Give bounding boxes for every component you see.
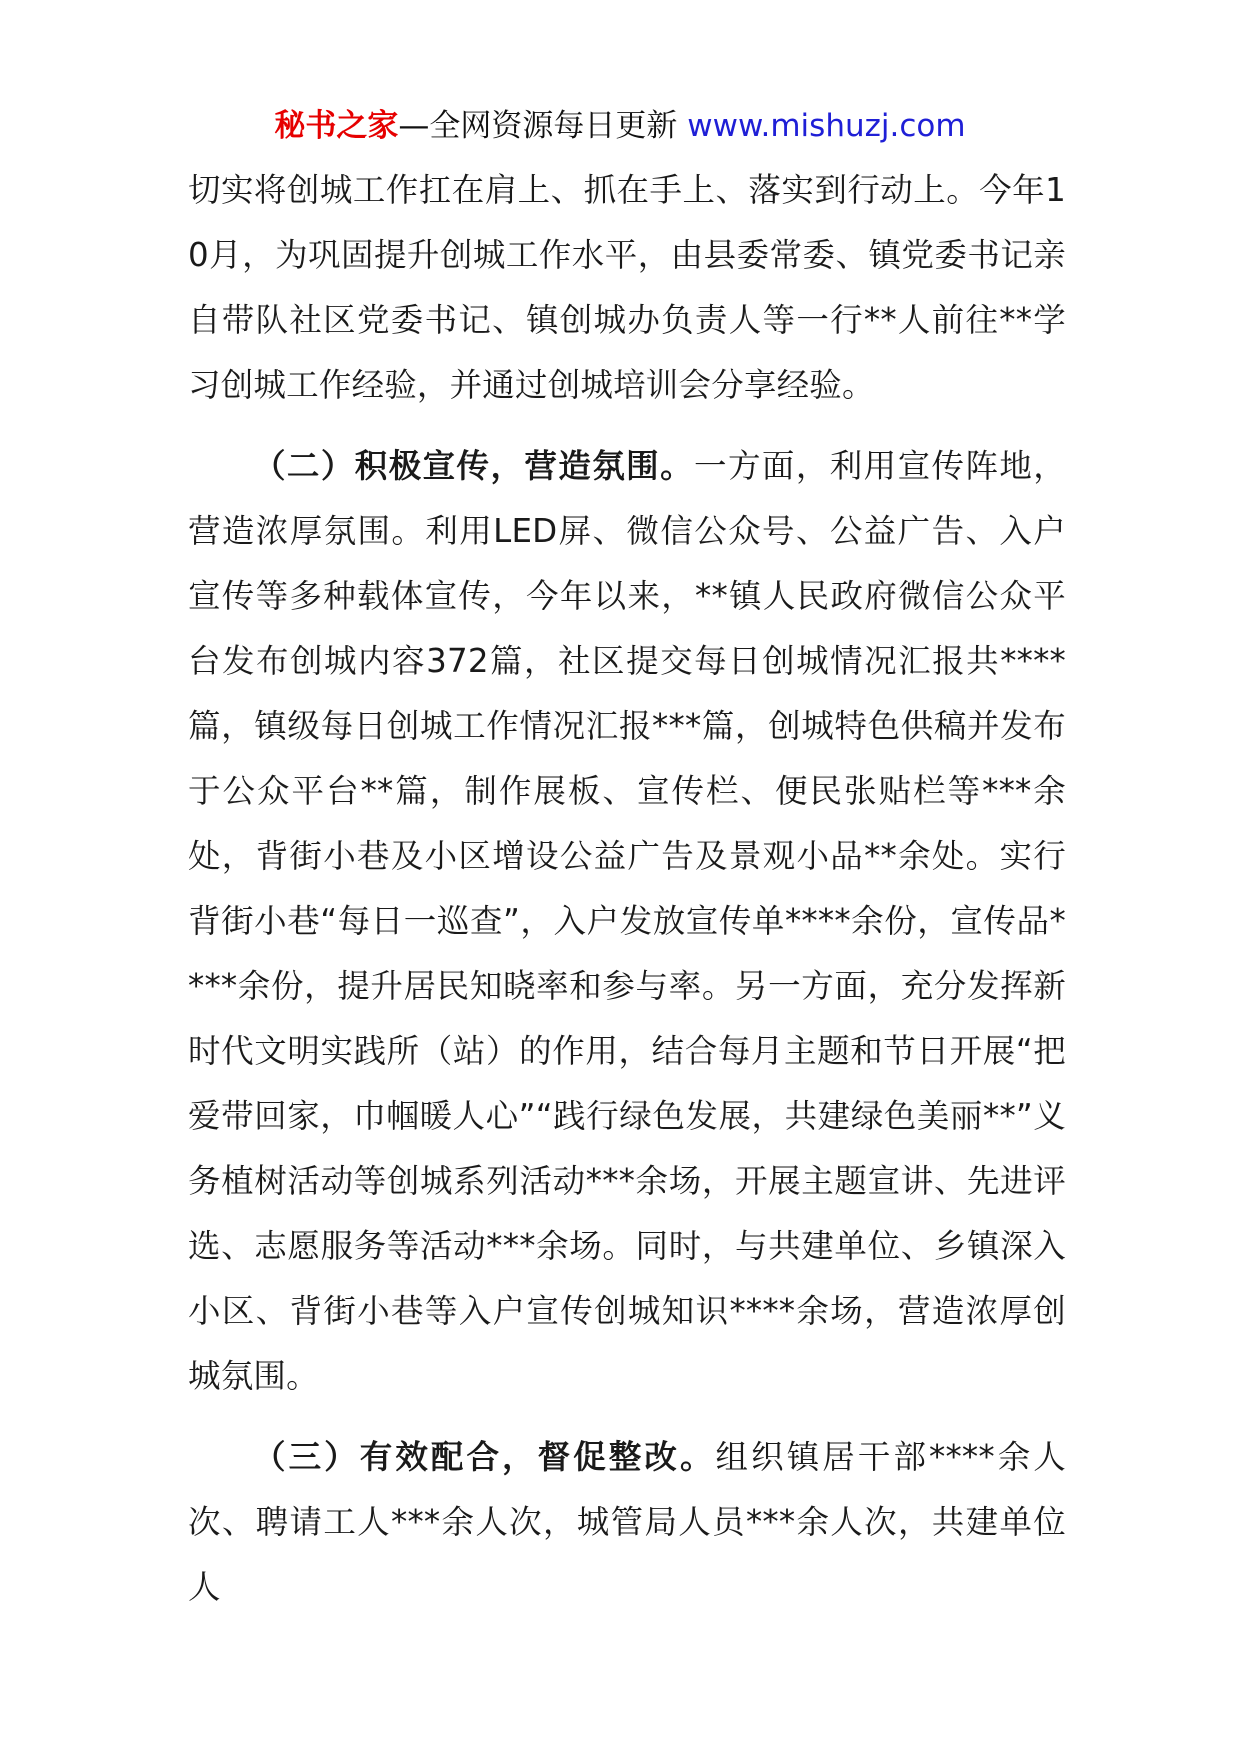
site-url-link[interactable]: www.mishuzj.com <box>687 108 966 144</box>
paragraph-section-3 <box>188 1425 1066 1620</box>
paragraph-text: 切实将创城工作扛在肩上、抓在手上、落实到行动上。今年10月，为巩固提升创城工作水平，由县委常委、镇党委书记亲自带队社区党委书记、镇创城办负责人等一行**人前往**学习创城工作经验，并通过创城培训会分享经验。 <box>188 171 1066 404</box>
header-slogan: —全网资源每日更新 <box>398 108 678 144</box>
document-body <box>188 158 1066 1620</box>
paragraph-text: 一方面，利用宣传阵地，营造浓厚氛围。利用LED屏、微信公众号、公益广告、入户宣传等多种载体宣传，今年以来，**镇人民政府微信公众平台发布创城内容372篇，社区提交每日创城情况汇报共****篇，镇级每日创城工作情况汇报***篇，创城特色供稿并发布于公众平台**篇，制作展板、宣传栏、便民张贴栏等***余处，背街小巷及小区增设公益广告及景观小品**余处。实行背街小巷“每日一巡查”，入户发放宣传单****余份，宣传品****余份，提升居民知晓率和参与率。另一方面，充分发挥新时代文明实践所（站）的作用，结合每月主题和节日开展“把爱带回家，巾帼暖人心”“践行绿色发展，共建绿色美丽**”义务植树活动等创城系列活动***余场，开展主题宣讲、先进评选、志愿服务等活动***余场。同时，与共建单位、乡镇深入小区、背街小巷等入户宣传创城知识****余场，营造浓厚创城氛围。 <box>188 447 1067 1395</box>
paragraph-text: 组织镇居干部****余人次、聘请工人***余人次，城管局人员***余人次，共建单位人 <box>188 1438 1066 1606</box>
paragraph-continuation <box>188 158 1066 418</box>
brand-name: 秘书之家 <box>274 108 399 144</box>
paragraph-section-2 <box>188 434 1066 1409</box>
section-heading: （三）有效配合，督促整改。 <box>253 1438 716 1476</box>
site-header <box>0 104 1240 148</box>
section-heading: （二）积极宣传，营造氛围。 <box>253 447 695 485</box>
